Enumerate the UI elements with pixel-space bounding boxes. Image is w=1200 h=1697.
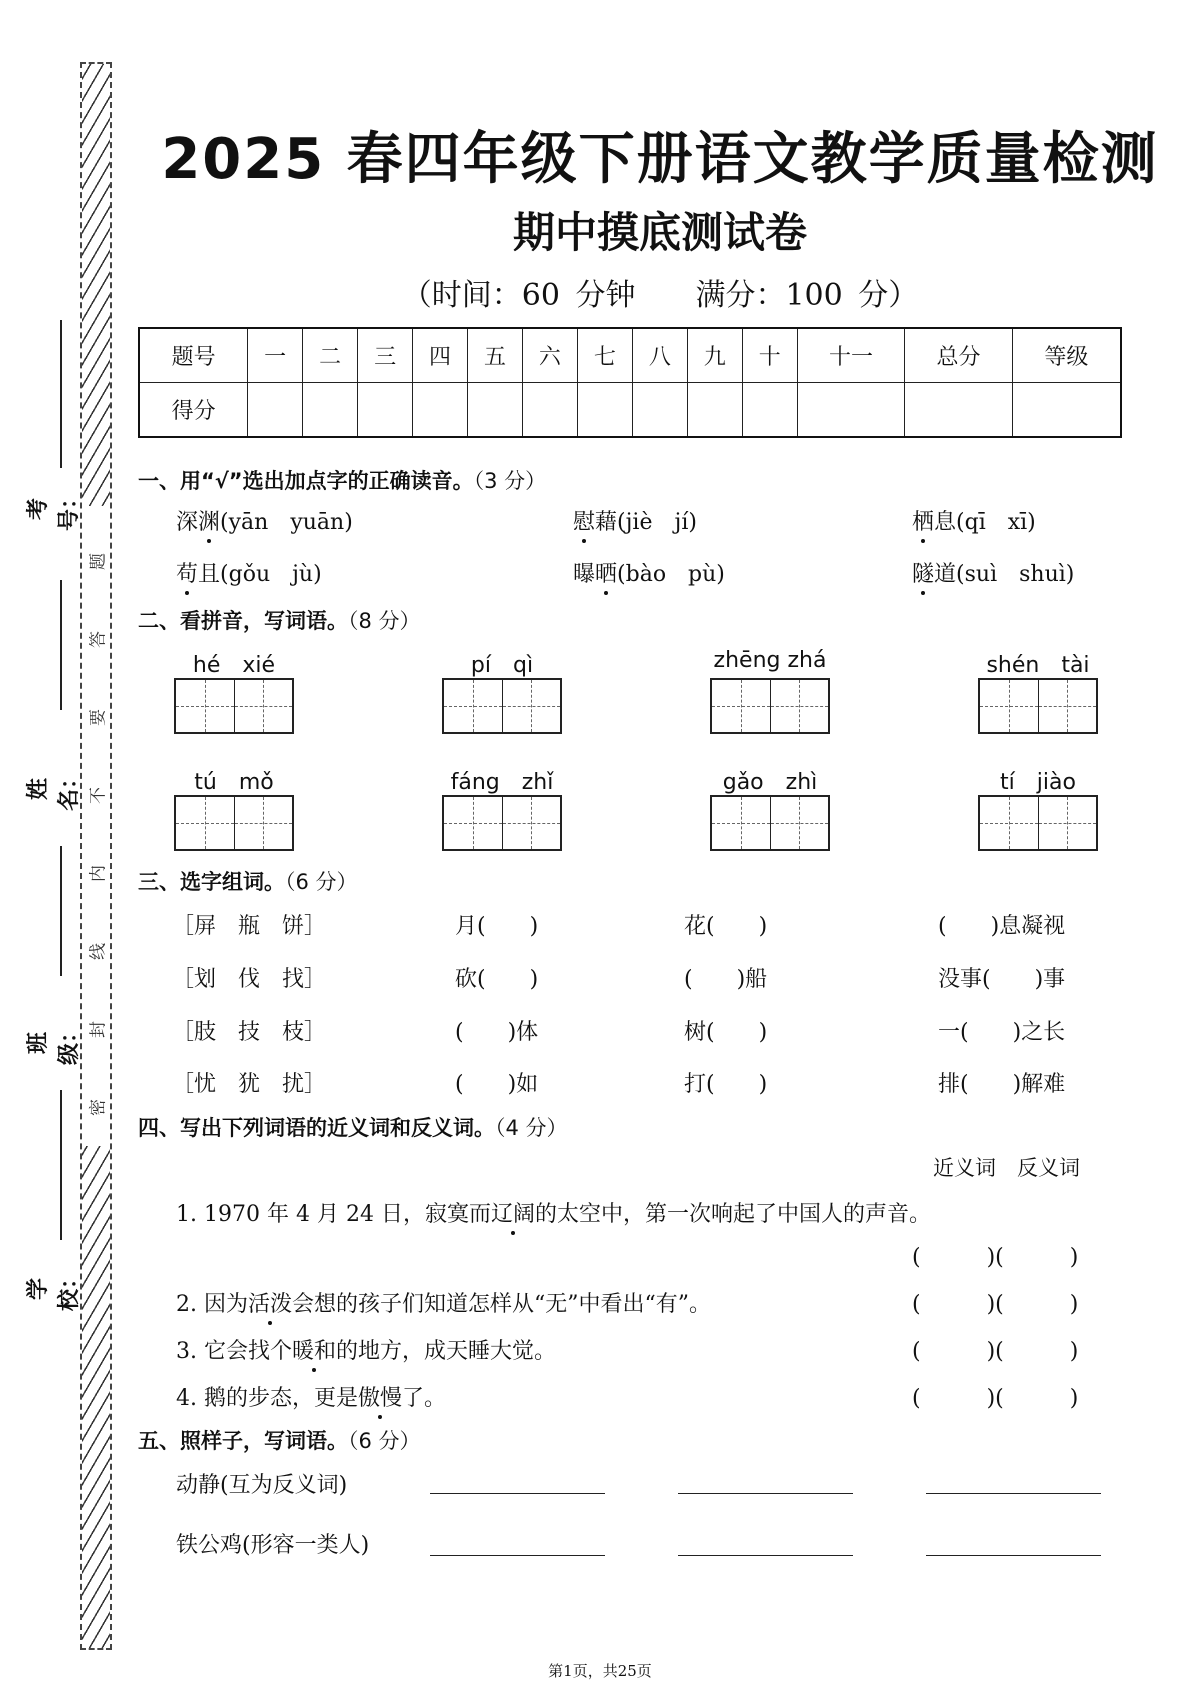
- seal-char: 题: [88, 553, 109, 570]
- score-header-cell: 题号: [139, 328, 248, 383]
- score-cell[interactable]: [248, 383, 303, 438]
- score-cell[interactable]: [632, 383, 687, 438]
- item-text: 深: [176, 510, 199, 535]
- class-label: 班级：: [26, 1021, 82, 1066]
- pinyin-label: hé xié: [192, 653, 276, 678]
- fill-blank[interactable]: 月( ): [455, 914, 539, 939]
- score-header-cell: 五: [468, 328, 523, 383]
- section-2-heading: [138, 605, 421, 635]
- dotted-char: 渊: [198, 510, 221, 535]
- sentence-item: [176, 1197, 931, 1228]
- score-cell[interactable]: [413, 383, 468, 438]
- fill-blank[interactable]: 一( )之长: [938, 1020, 1066, 1045]
- section-2-points: （8 分）: [348, 609, 421, 633]
- item-text: 道: [934, 562, 957, 587]
- section-5-points: （6 分）: [348, 1429, 421, 1453]
- score-header-cell: 六: [522, 328, 577, 383]
- score-header-cell: 一: [248, 328, 303, 383]
- section-3-heading: [138, 866, 358, 896]
- reading-item[interactable]: [573, 505, 697, 536]
- score-cell[interactable]: [1012, 383, 1121, 438]
- section-1-title: 一、用“√”选出加点字的正确读音。: [138, 469, 474, 493]
- score-header-row: [139, 328, 1121, 383]
- answer-line[interactable]: [430, 1492, 605, 1494]
- score-cell[interactable]: [577, 383, 632, 438]
- reading-item[interactable]: [176, 557, 322, 588]
- binding-margin: [80, 62, 112, 1650]
- pinyin-label: pí qì: [470, 653, 534, 678]
- answer-line[interactable]: [926, 1492, 1101, 1494]
- score-header-cell: 二: [303, 328, 358, 383]
- dotted-char: 隧: [912, 562, 935, 587]
- answer-line[interactable]: [430, 1554, 605, 1556]
- hatch-top: [82, 64, 110, 506]
- writing-grid[interactable]: [710, 678, 830, 734]
- pinyin-options: (suì shuì): [956, 562, 1075, 587]
- sentence-text: 了。: [402, 1386, 447, 1411]
- answer-blanks[interactable]: ( )( ): [912, 1292, 1079, 1317]
- seal-char: 内: [88, 865, 109, 882]
- item-text: 且: [198, 562, 221, 587]
- page-title: 2025 春四年级下册语文教学质量检测: [161, 127, 1159, 192]
- pinyin-options: (jiè jí): [617, 510, 697, 535]
- score-header-cell: 三: [358, 328, 413, 383]
- answer-line[interactable]: [678, 1554, 853, 1556]
- sentence-text: 会想的孩子们知道怎样从“无”中看出“有”。: [292, 1292, 712, 1317]
- char-options: ［屏 瓶 饼］: [172, 914, 327, 939]
- seal-char: 要: [88, 709, 109, 726]
- score-cell[interactable]: [905, 383, 1012, 438]
- score-header-cell: 八: [632, 328, 687, 383]
- section-4-points: （4 分）: [495, 1116, 568, 1140]
- fill-blank[interactable]: ( )体: [455, 1020, 539, 1045]
- page-subtitle: 期中摸底测试卷: [512, 208, 807, 257]
- score-header-cell: 等级: [1012, 328, 1121, 383]
- fill-blank[interactable]: 树( ): [684, 1020, 768, 1045]
- seal-char: 封: [88, 1021, 109, 1038]
- score-header-cell: 总分: [905, 328, 1012, 383]
- score-header-cell: 十: [742, 328, 797, 383]
- class-line[interactable]: [60, 846, 62, 976]
- writing-grid[interactable]: [710, 795, 830, 851]
- section-4-heading: [138, 1112, 568, 1142]
- pinyin-label: tú mǒ: [194, 770, 274, 795]
- score-cell[interactable]: [468, 383, 523, 438]
- char-options: ［肢 技 枝］: [172, 1020, 327, 1045]
- sentence-text: 1970 年 4 月 24 日，寂寞而: [204, 1202, 491, 1227]
- example-word: 动静(互为反义词): [176, 1473, 348, 1498]
- item-text: 曝: [573, 562, 596, 587]
- pinyin-options: (qī xī): [956, 510, 1036, 535]
- writing-grid[interactable]: [978, 795, 1098, 851]
- score-cell[interactable]: [303, 383, 358, 438]
- item-text: 藉: [595, 510, 618, 535]
- sentence-text: 的地方，成天睡大觉。: [336, 1339, 557, 1364]
- sentence-item: [176, 1334, 556, 1365]
- dotted-word: 暖和: [292, 1339, 337, 1364]
- page-footer: 第1页，共25页: [548, 1662, 652, 1680]
- score-cell[interactable]: [797, 383, 904, 438]
- answer-line[interactable]: [678, 1492, 853, 1494]
- exam-number-line[interactable]: [60, 320, 62, 468]
- hatch-bottom: [82, 1146, 110, 1648]
- fill-blank[interactable]: 没事( )事: [938, 967, 1066, 992]
- item-text: 息: [934, 510, 957, 535]
- dotted-char: 晒: [595, 562, 618, 587]
- school-line[interactable]: [60, 1090, 62, 1240]
- item-number: 4.: [176, 1386, 197, 1411]
- answer-blanks[interactable]: ( )( ): [912, 1245, 1079, 1270]
- fill-blank[interactable]: 打( ): [684, 1072, 768, 1097]
- seal-char: 线: [88, 943, 109, 960]
- sentence-item: [176, 1381, 446, 1412]
- fill-blank[interactable]: ( )船: [684, 967, 768, 992]
- pinyin-label: tí jiào: [1000, 770, 1076, 795]
- writing-grid[interactable]: [442, 678, 562, 734]
- sentence-text: 鹅的步态，更是: [204, 1386, 359, 1411]
- writing-grid[interactable]: [174, 678, 294, 734]
- time-info: （时间：60 分钟 满分：100 分）: [401, 278, 919, 313]
- seal-char: 答: [88, 631, 109, 648]
- sentence-text: 因为: [204, 1292, 249, 1317]
- name-line[interactable]: [60, 580, 62, 710]
- seal-line-text: [82, 519, 110, 1139]
- pinyin-options: (bào pù): [617, 562, 725, 587]
- score-header-cell: 十一: [797, 328, 904, 383]
- score-header-cell: 九: [687, 328, 742, 383]
- answer-blanks[interactable]: ( )( ): [912, 1339, 1079, 1364]
- reading-item[interactable]: [573, 557, 725, 588]
- dotted-word: 活泼: [248, 1292, 293, 1317]
- fill-blank[interactable]: 砍( ): [455, 967, 539, 992]
- pinyin-label: gǎo zhì: [722, 770, 818, 795]
- score-row-label: 得分: [139, 383, 248, 438]
- section-5-title: 五、照样子，写词语。: [138, 1429, 348, 1453]
- writing-grid[interactable]: [978, 678, 1098, 734]
- answer-line[interactable]: [926, 1554, 1101, 1556]
- section-2-title: 二、看拼音，写词语。: [138, 609, 348, 633]
- synonym-antonym-labels: 近义词 反义词: [933, 1156, 1080, 1180]
- pinyin-options: (yān yuān): [220, 510, 353, 535]
- school-label: 学校：: [26, 1267, 82, 1312]
- score-header-cell: 七: [577, 328, 632, 383]
- section-3-points: （6 分）: [285, 870, 358, 894]
- exam-number-label: 考号：: [26, 487, 82, 532]
- fill-blank[interactable]: 花( ): [684, 914, 768, 939]
- seal-char: 不: [88, 787, 109, 804]
- score-row: [139, 383, 1121, 438]
- fill-blank[interactable]: 排( )解难: [938, 1072, 1066, 1097]
- char-options: ［忧 犹 扰］: [172, 1072, 327, 1097]
- score-cell[interactable]: [742, 383, 797, 438]
- fill-blank[interactable]: ( )息凝视: [938, 914, 1066, 939]
- section-1-points: （3 分）: [473, 469, 547, 493]
- dotted-char: 苟: [176, 562, 199, 587]
- dotted-char: 栖: [912, 510, 935, 535]
- reading-item[interactable]: [176, 505, 353, 536]
- seal-char: 密: [88, 1099, 109, 1116]
- score-cell[interactable]: [358, 383, 413, 438]
- score-table: [138, 327, 1122, 438]
- section-1-heading: [138, 465, 546, 495]
- writing-grid[interactable]: [442, 795, 562, 851]
- writing-grid[interactable]: [174, 795, 294, 851]
- sentence-text: 的太空中，第一次响起了中国人的声音。: [534, 1202, 931, 1227]
- score-cell[interactable]: [687, 383, 742, 438]
- section-5-heading: [138, 1425, 421, 1455]
- dotted-char: 慰: [573, 510, 596, 535]
- pinyin-label: fáng zhǐ: [450, 770, 554, 795]
- example-word: 铁公鸡(形容一类人): [176, 1533, 370, 1558]
- item-number: 1.: [176, 1202, 197, 1227]
- score-header-cell: 四: [413, 328, 468, 383]
- pinyin-label: zhēng zhá: [713, 648, 827, 673]
- fill-blank[interactable]: ( )如: [455, 1072, 539, 1097]
- char-options: ［划 伐 找］: [172, 967, 327, 992]
- name-label: 姓名：: [26, 767, 82, 812]
- section-3-title: 三、选字组词。: [138, 870, 285, 894]
- score-cell[interactable]: [522, 383, 577, 438]
- reading-item[interactable]: [912, 505, 1036, 536]
- dotted-word: 傲慢: [358, 1386, 403, 1411]
- section-4-title: 四、写出下列词语的近义词和反义词。: [138, 1116, 495, 1140]
- sentence-item: [176, 1287, 711, 1318]
- item-number: 3.: [176, 1339, 197, 1364]
- sentence-text: 它会找个: [204, 1339, 293, 1364]
- answer-blanks[interactable]: ( )( ): [912, 1386, 1079, 1411]
- pinyin-options: (gǒu jù): [220, 562, 322, 587]
- item-number: 2.: [176, 1292, 197, 1317]
- reading-item[interactable]: [912, 557, 1074, 588]
- pinyin-label: shén tài: [986, 653, 1090, 678]
- dotted-word: 辽阔: [490, 1202, 535, 1227]
